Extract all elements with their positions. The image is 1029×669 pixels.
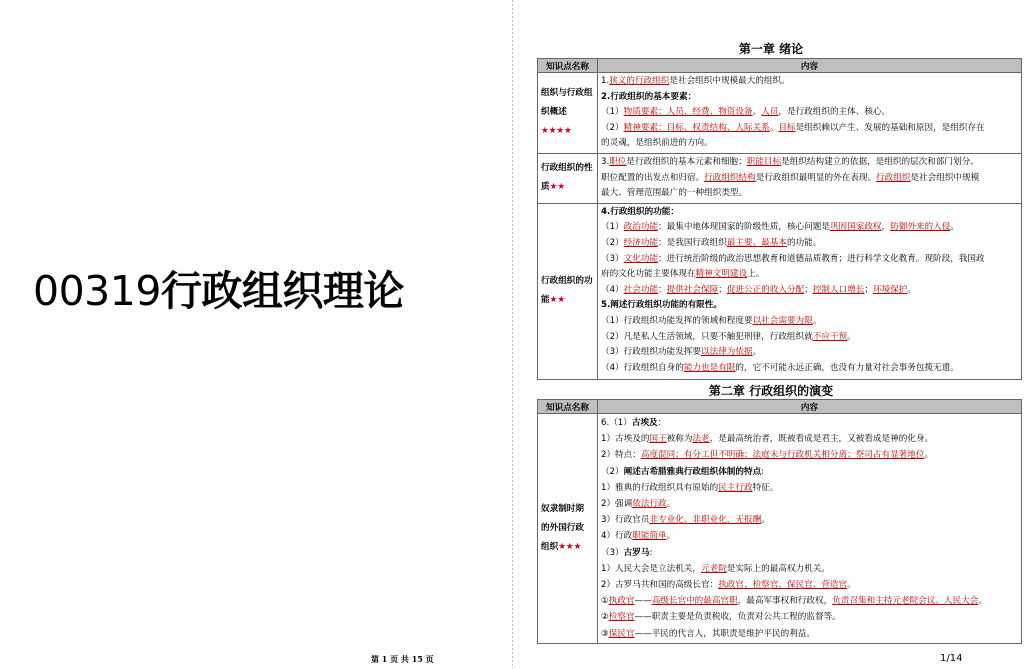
- knowledge-point-content: 1.狭义的行政组织是社会组织中规模最大的组织。 2.行政组织的基本要素： （1）物质要素：人员、经费、物资设备。人员，是行政组织的主体、核心。 （2）精神要素：目标、权责结构、人际关系。目标是组织赖以产生、发展的基础和原因，是组织存在 的灵魂，是组织前进的方向。: [598, 73, 1022, 154]
- knowledge-point-content: 4.行政组织的功能： （1）政治功能：最集中地体现国家的阶级性质，核心问题是巩固国家政权，防御外来的入侵。 （2）经济功能：是我国行政组织最主要、最基本的功能。 （3）文化功能：进行统治阶级的政治思想教育和道德品质教育；进行科学文化教育。现阶段，我国政 府的文化功能主要体现在精神文明建设上。 （4）社会功能：提供社会保障；促进公正的收入分配；控制人口增长；环境保护。 5.阐述行政组织功能的有限性。 （1）行政组织功能发挥的领域和程度要以社会需要为限。 （2）凡是私人生活领域，只要不触犯刑律，行政组织就不应干预。 （3）行政组织功能发挥要以法律为依据。 （4）行政组织自身的能力也是有限的，它不可能永远正确，也没有力量对社会事务包揽无遗。: [598, 203, 1022, 379]
- knowledge-point-content: 3.职位是行政组织的基本元素和细胞；职能目标是组织结构建立的依据，是组织的层次和部门划分、 职位配置的出发点和归宿。行政组织结构是行政组织最明显的外在表现。行政组织是社会组织中规模 最大、管理范围最广的一种组织类型。: [598, 153, 1022, 203]
- col-header-name: 知识点名称: [538, 59, 598, 73]
- course-code: 00319: [33, 267, 161, 315]
- left-page: [0, 0, 512, 669]
- table-row: [538, 73, 1022, 154]
- chapter2-heading: 第二章 行政组织的演变: [708, 384, 834, 398]
- table-row: [538, 203, 1022, 379]
- knowledge-point-name: 组织与行政组织概述★★★★: [538, 73, 598, 154]
- knowledge-point-content: 6.（1）古埃及： 1）古埃及的国王被称为法老，是最高统治者，既被看成是君主，又被看成是神的化身。 2）特点：高度混同；有分工但不明确；法庭未与行政机关相分离；祭司占有显著地位。 （2）阐述古希腊雅典行政组织体制的特点: 1）雅典的行政组织具有原始的民主行政特征。 2）强调依法行政。 3）行政官员非专业化、非职业化，无报酬。 4）行政职能简单。 （3）古罗马: 1）人民大会是立法机关，元老院是实际上的最高权力机关。 2）古罗马共和国的高级长官：执政官、检察官、保民官、营造官。 ①执政官——高级长官中的最高官职，最高军事权和行政权，负责召集和主持元老院会议、人民大会。 ②检察官——职责主要是负责税收，负责对公共工程的监督等。 ③保民官——平民的代言人，其职责是维护平民的利益。: [598, 414, 1022, 644]
- knowledge-point-name: 行政组织的功能★★: [538, 203, 598, 379]
- chapter1-table: [537, 58, 1022, 380]
- importance-stars: ★★★★: [541, 126, 572, 137]
- chapter2-table: [537, 399, 1022, 644]
- page-number: 1/14: [940, 653, 963, 664]
- right-page: [513, 0, 1029, 669]
- col-header-content: 内容: [598, 59, 1022, 73]
- importance-stars: ★★: [549, 295, 566, 306]
- left-page-footer: 第 1 页 共 15 页: [371, 654, 434, 664]
- table-header-row: [538, 400, 1022, 414]
- col-header-content: 内容: [598, 400, 1022, 414]
- importance-stars: ★★: [549, 182, 566, 193]
- knowledge-point-name: 行政组织的性质★★: [538, 153, 598, 203]
- table-row: [538, 414, 1022, 644]
- table-header-row: [538, 59, 1022, 73]
- importance-stars: ★★★: [558, 541, 582, 552]
- col-header-name: 知识点名称: [538, 400, 598, 414]
- course-name: 行政组织理论: [160, 267, 404, 315]
- chapter1-heading: 第一章 绪论: [738, 42, 804, 56]
- knowledge-point-name: 奴隶制时期 的外国行政 组织★★★: [538, 414, 598, 644]
- document-title: [33, 258, 404, 317]
- table-row: [538, 153, 1022, 203]
